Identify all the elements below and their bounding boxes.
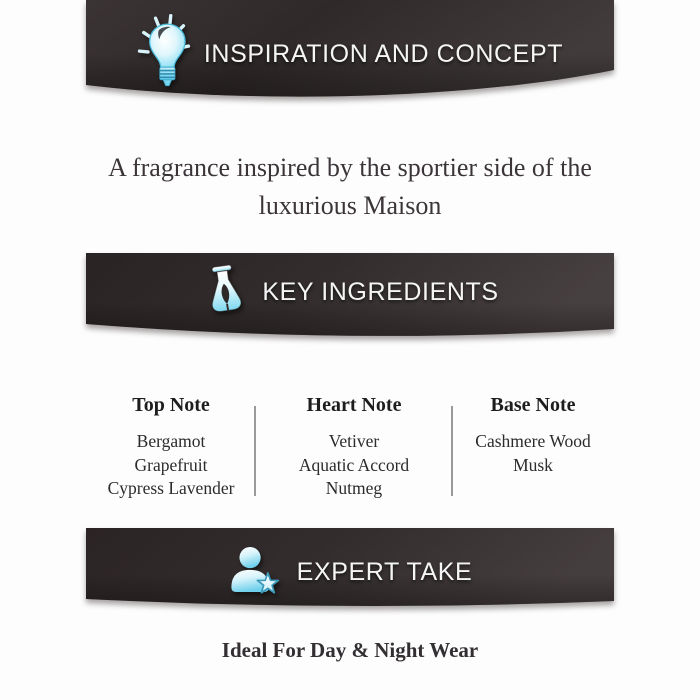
note-item: Vetiver	[328, 431, 380, 451]
expert-banner-header	[86, 542, 614, 602]
note-item: Aquatic Accord	[298, 454, 410, 475]
section-title-inspiration: INSPIRATION AND CONCEPT	[203, 39, 564, 68]
note-item-list	[452, 430, 614, 477]
ingredients-banner-header	[86, 262, 614, 322]
inspiration-banner-header	[86, 10, 614, 98]
note-item: Bergamot	[136, 431, 206, 451]
column-divider	[451, 406, 453, 496]
note-column-header: Top Note	[132, 394, 210, 416]
note-item-list	[256, 430, 452, 501]
note-column-base	[452, 392, 614, 501]
fragrance-description: A fragrance inspired by the sportier side of the luxurious Maison	[108, 153, 592, 220]
note-column-heart	[256, 392, 452, 501]
note-item: Cashmere Wood	[475, 431, 591, 451]
note-column-top	[86, 392, 256, 501]
expert-verdict: Ideal For Day & Night Wear	[221, 638, 479, 662]
note-item: Cypress Lavender	[107, 478, 235, 498]
note-column-header: Base Note	[490, 394, 576, 416]
ingredients-table	[86, 392, 614, 501]
section-title-ingredients: KEY INGREDIENTS	[262, 277, 499, 306]
flask-icon	[201, 265, 249, 319]
note-item: Musk	[513, 454, 553, 475]
expert-badge-icon	[228, 543, 284, 601]
note-item: Nutmeg	[325, 478, 383, 498]
section-title-expert: EXPERT TAKE	[296, 557, 473, 586]
note-column-header: Heart Note	[306, 394, 402, 416]
note-item-list	[86, 430, 256, 501]
column-divider	[254, 406, 256, 496]
lightbulb-icon	[137, 14, 191, 95]
note-item: Grapefruit	[134, 454, 208, 475]
